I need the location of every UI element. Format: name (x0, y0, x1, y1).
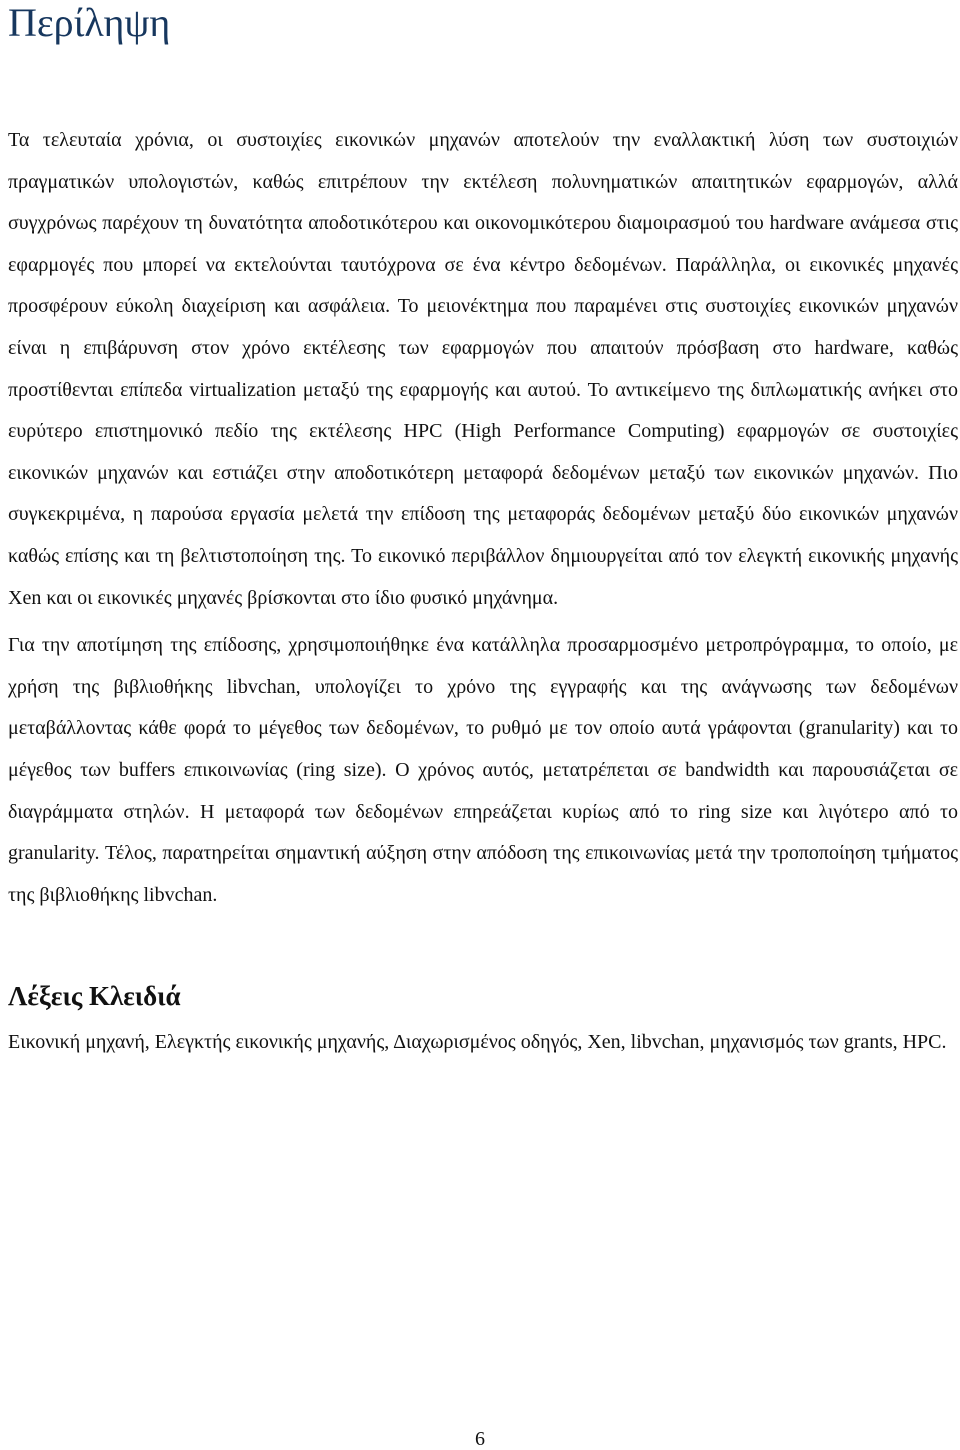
abstract-paragraph-2: Για την αποτίμηση της επίδοσης, χρησιμοποιήθηκε ένα κατάλληλα προσαρμοσμένο μετροπρόγραμμα, το οποίο, με χρήση της βιβλιοθήκης libvchan, υπολογίζει το χρόνο της εγγραφής και της ανάγνωσης των δεδομένων μεταβάλλοντας κάθε φορά το μέγεθος των δεδομένων, το ρυθμό με τον οποίο αυτά γράφονται (granularity) και το μέγεθος των buffers επικοινωνίας (ring size). Ο χρόνος αυτός, μετατρέπεται σε bandwidth και παρουσιάζεται σε διαγράμματα στηλών. Η μεταφορά των δεδομένων επηρεάζεται κυρίως από το ring size και λιγότερο από το granularity. Τέλος, παρατηρείται σημαντική αύξηση στην απόδοση της επικοινωνίας μετά την τροποποίηση τμήματος της βιβλιοθήκης libvchan. (8, 634, 958, 906)
document-page (8, 0, 958, 1064)
abstract-paragraph-1: Τα τελευταία χρόνια, οι συστοιχίες εικονικών μηχανών αποτελούν την εναλλακτική λύση των συστοιχιών πραγματικών υπολογιστών, καθώς επιτρέπουν την εκτέλεση πολυνηματικών απαιτητικών εφαρμογών, αλλά συγχρόνως παρέχουν τη δυνατότητα αποδοτικότερου και οικονομικότερου διαμοιρασμού του hardware ανάμεσα στις εφαρμογές που μπορεί να εκτελούνται ταυτόχρονα σε ένα κέντρο δεδομένων. Παράλληλα, οι εικονικές μηχανές προσφέρουν εύκολη διαχείριση και ασφάλεια. Το μειονέκτημα που παραμένει στις συστοιχίες εικονικών μηχανών είναι η επιβάρυνση στον χρόνο εκτέλεσης των εφαρμογών που απαιτούν πρόσβαση στο hardware, καθώς προστίθενται επίπεδα virtualization μεταξύ της εφαρμογής και αυτού. Το αντικείμενο της διπλωματικής ανήκει στο ευρύτερο επιστημονικό πεδίο της εκτέλεσης HPC (High Performance Computing) εφαρμογών σε συστοιχίες εικονικών μηχανών και εστιάζει στην αποδοτικότερη μεταφορά δεδομένων μεταξύ των εικονικών μηχανών. Πιο συγκεκριμένα, η παρούσα εργασία μελετά την επίδοση της μεταφοράς δεδομένων μεταξύ δύο εικονικών μηχανών καθώς επίσης και τη βελτιστοποίηση της. Το εικονικό περιβάλλον δημιουργείται από τον ελεγκτή εικονικής μηχανής Xen και οι εικονικές μηχανές βρίσκονται στο ίδιο φυσικό μηχάνημα. (8, 129, 958, 609)
keywords-heading: Λέξεις Κλειδιά (8, 981, 181, 1012)
page-title: Περίληψη (8, 0, 171, 45)
keywords-text: Εικονική μηχανή, Ελεγκτής εικονικής μηχανής, Διαχωρισμένος οδηγός, Xen, libvchan, μηχανισμός των grants, HPC. (8, 1031, 947, 1054)
page-number: 6 (475, 1428, 485, 1450)
